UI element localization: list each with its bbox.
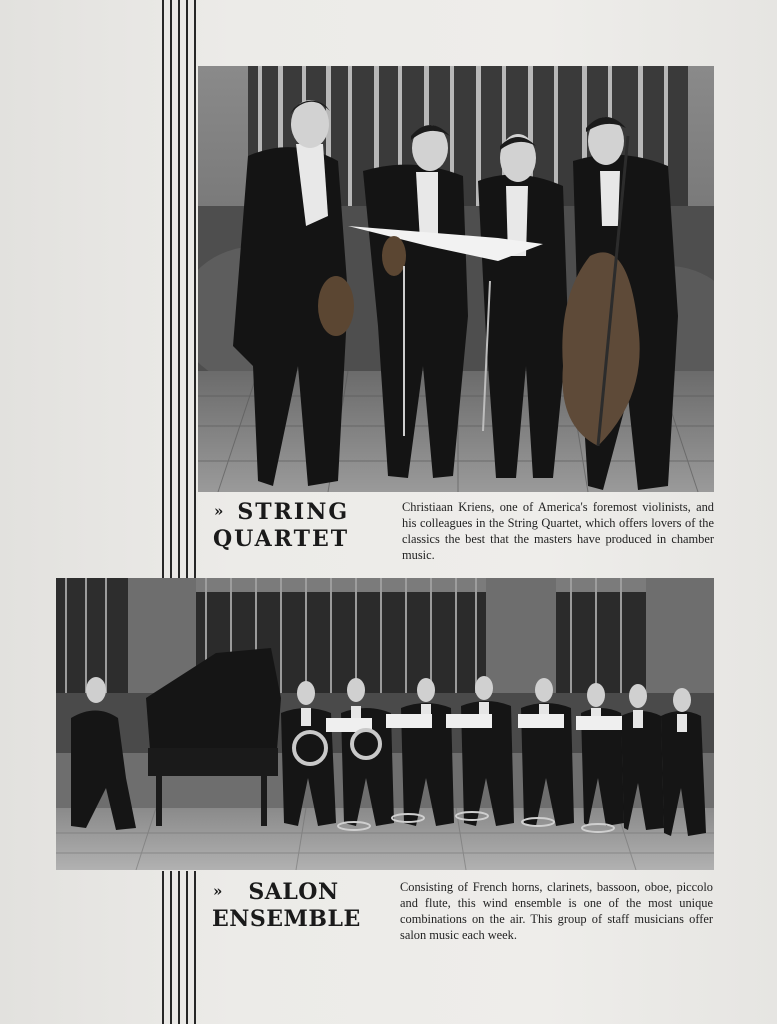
salon-ensemble-heading <box>212 878 382 933</box>
heading-marker: » <box>214 502 224 520</box>
heading-line-2: QUARTET <box>213 526 350 552</box>
decorative-rule-bottom <box>162 871 198 1024</box>
string-quartet-caption: Christiaan Kriens, one of America's foremost violinists, and his colleagues in the String Quartet, which offers lovers of the classics the best that the masters have produced in chamber music. <box>402 500 714 562</box>
salon-ensemble-photo <box>56 578 714 870</box>
heading-line-1: SALON <box>248 879 339 905</box>
string-quartet-photo <box>198 66 714 492</box>
string-quartet-heading <box>214 498 384 553</box>
heading-marker: » <box>213 882 223 900</box>
salon-ensemble-caption: Consisting of French horns, clarinets, bassoon, oboe, piccolo and flute, this wind ensemble is one of the most unique combinations on the air. This group of staff musicians offer salon music each week. <box>400 880 713 942</box>
decorative-rule-top <box>162 0 198 578</box>
heading-line-1: STRING <box>237 499 350 525</box>
heading-line-2: ENSEMBLE <box>212 906 361 932</box>
